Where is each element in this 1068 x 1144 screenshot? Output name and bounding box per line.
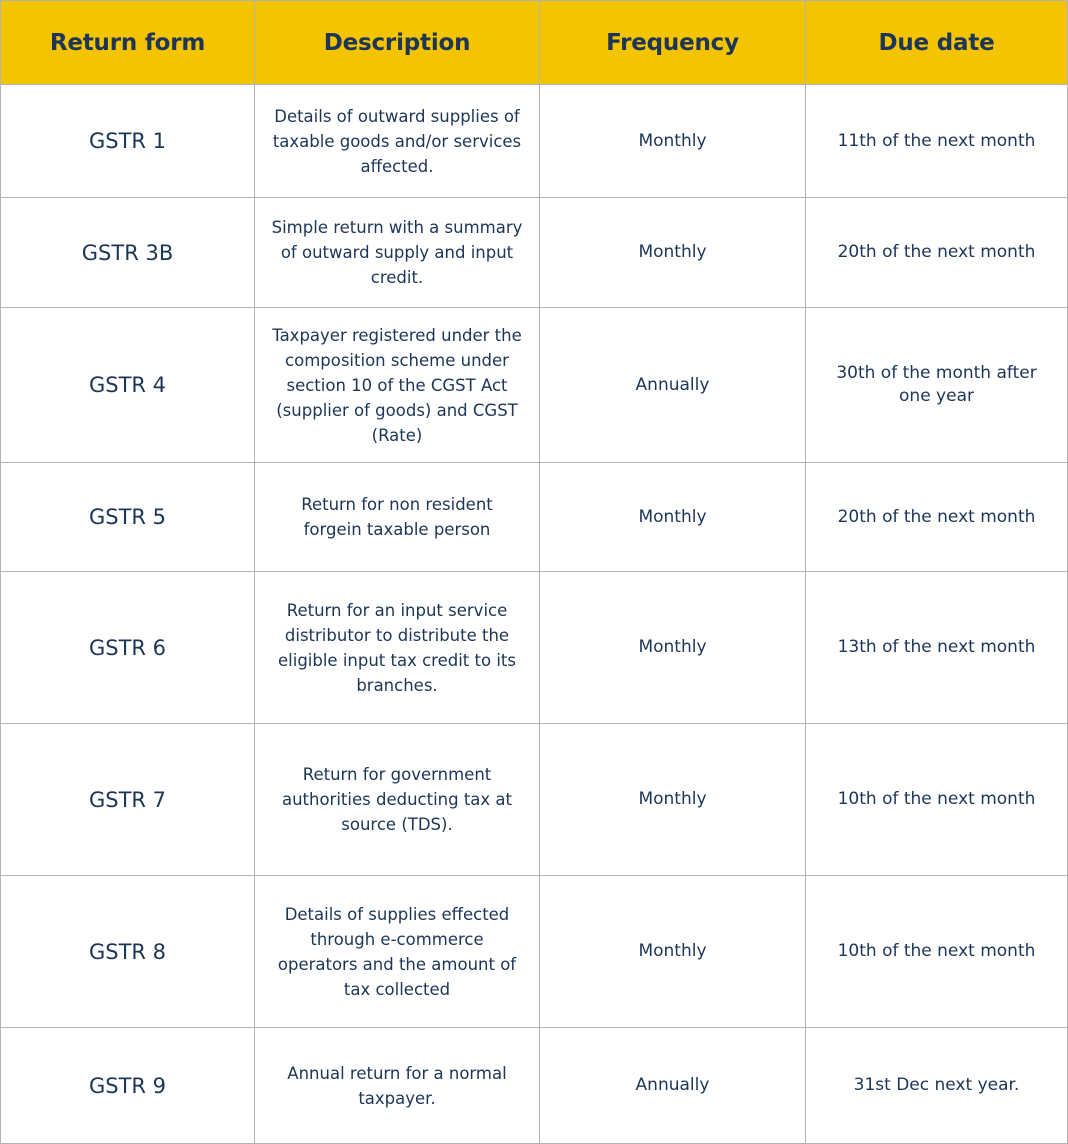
table-row <box>1 876 1068 1028</box>
due-date-cell: 31st Dec next year. <box>806 1028 1068 1144</box>
description-cell: Annual return for a normal taxpayer. <box>255 1028 540 1144</box>
description-cell: Return for an input service distributor to distribute the eligible input tax credit to its branches. <box>255 572 540 724</box>
frequency-cell: Monthly <box>540 85 806 198</box>
return-form-cell: GSTR 3B <box>1 198 255 308</box>
header-row <box>1 1 1068 85</box>
return-form-cell: GSTR 9 <box>1 1028 255 1144</box>
table-row <box>1 572 1068 724</box>
table-row <box>1 724 1068 876</box>
description-cell: Simple return with a summary of outward supply and input credit. <box>255 198 540 308</box>
description-cell: Taxpayer registered under the composition scheme under section 10 of the CGST Act (supplier of goods) and CGST (Rate) <box>255 308 540 463</box>
description-cell: Return for government authorities deducting tax at source (TDS). <box>255 724 540 876</box>
due-date-cell: 20th of the next month <box>806 463 1068 572</box>
due-date-cell: 20th of the next month <box>806 198 1068 308</box>
return-form-cell: GSTR 1 <box>1 85 255 198</box>
table-row <box>1 308 1068 463</box>
return-form-cell: GSTR 8 <box>1 876 255 1028</box>
due-date-cell: 30th of the month after one year <box>806 308 1068 463</box>
table-row <box>1 198 1068 308</box>
description-cell: Details of outward supplies of taxable goods and/or services affected. <box>255 85 540 198</box>
due-date-cell: 10th of the next month <box>806 876 1068 1028</box>
description-cell: Details of supplies effected through e-commerce operators and the amount of tax collected <box>255 876 540 1028</box>
table-row <box>1 463 1068 572</box>
frequency-cell: Monthly <box>540 198 806 308</box>
due-date-cell: 11th of the next month <box>806 85 1068 198</box>
frequency-cell: Monthly <box>540 876 806 1028</box>
header-return-form: Return form <box>1 1 255 85</box>
frequency-cell: Annually <box>540 1028 806 1144</box>
description-cell: Return for non resident forgein taxable person <box>255 463 540 572</box>
frequency-cell: Monthly <box>540 724 806 876</box>
return-form-cell: GSTR 6 <box>1 572 255 724</box>
frequency-cell: Monthly <box>540 463 806 572</box>
due-date-cell: 13th of the next month <box>806 572 1068 724</box>
return-form-cell: GSTR 4 <box>1 308 255 463</box>
return-form-cell: GSTR 5 <box>1 463 255 572</box>
table-row <box>1 1028 1068 1144</box>
header-description: Description <box>255 1 540 85</box>
header-frequency: Frequency <box>540 1 806 85</box>
return-form-cell: GSTR 7 <box>1 724 255 876</box>
frequency-cell: Annually <box>540 308 806 463</box>
frequency-cell: Monthly <box>540 572 806 724</box>
table-row <box>1 85 1068 198</box>
due-date-cell: 10th of the next month <box>806 724 1068 876</box>
header-due-date: Due date <box>806 1 1068 85</box>
